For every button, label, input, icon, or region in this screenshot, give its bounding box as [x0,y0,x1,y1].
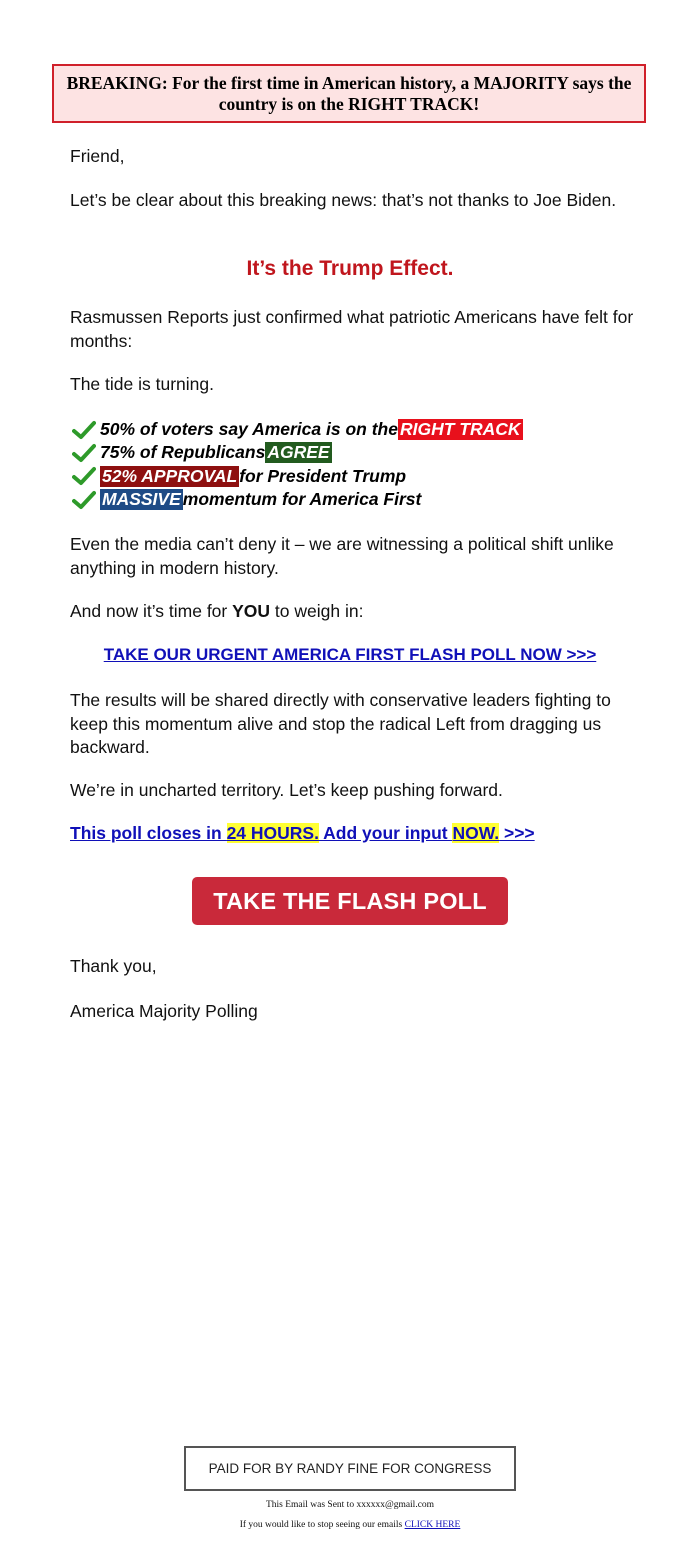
breaking-banner-text: BREAKING: For the first time in American history, a MAJORITY says the country is on the RIGHT TRACK! [66,72,632,114]
poll-link-container [0,645,700,665]
checkmark-icon [72,443,96,463]
checklist-text: 50% of voters say America is on the [100,419,398,440]
weigh-in-text-end: to weigh in: [270,601,364,621]
unsubscribe-link[interactable]: CLICK HERE [404,1520,461,1530]
thanks-text: Thank you, [70,956,157,976]
sent-to-notice: This Email was Sent to xxxxxx@gmail.com [265,1500,435,1510]
breaking-banner [52,64,646,123]
paragraph-biden: Let’s be clear about this breaking news: that’s not thanks to Joe Biden. [70,190,617,210]
checklist-item [72,418,523,441]
greeting: Friend, [70,146,125,166]
paragraph-uncharted: We’re in uncharted territory. Let’s keep pushing forward. [70,780,503,800]
checklist-highlight: 52% APPROVAL [102,465,238,486]
paragraph-rasmussen: Rasmussen Reports just confirmed what patriotic Americans have felt for months: [70,307,634,351]
poll-closes-line [70,823,535,844]
poll-closes-text: This poll closes in [70,823,227,843]
checklist-highlight: MASSIVE [102,489,181,510]
weigh-in-text: And now it’s time for [70,601,233,621]
checkmark-icon [72,490,96,510]
checklist-item [72,488,523,511]
unsubscribe-text: If you would like to stop seeing our emails [239,1520,405,1530]
paragraph-weigh-in [70,600,640,624]
checklist-highlight: RIGHT TRACK [399,419,521,440]
checklist-highlight: AGREE [267,442,330,463]
checkmark-icon [72,466,96,486]
checklist [72,418,523,511]
flash-poll-link[interactable]: TAKE OUR URGENT AMERICA FIRST FLASH POLL NOW >>> [103,645,597,664]
poll-closes-link[interactable] [70,823,535,843]
paid-for-text: PAID FOR BY RANDY FINE FOR CONGRESS [208,1461,492,1476]
poll-closes-text-2: Add your input [318,823,453,843]
checklist-text: momentum for America First [182,489,422,510]
poll-closes-now: NOW. [452,823,500,843]
unsubscribe-line [0,1520,700,1530]
checkmark-icon [72,420,96,440]
trump-effect-headline: It’s the Trump Effect. [246,257,454,280]
poll-closes-hours: 24 HOURS. [226,823,319,843]
paragraph-results: The results will be shared directly with conservative leaders fighting to keep this momentum alive and stop the radical Left from dragging us backward. [70,690,611,757]
checklist-text: 75% of Republicans [100,442,266,463]
paid-for-disclaimer [184,1446,516,1491]
poll-closes-arrows: >>> [499,823,535,843]
checklist-item [72,465,523,488]
paragraph-tide: The tide is turning. [70,374,214,394]
checklist-text: for President Trump [239,465,407,486]
checklist-item [72,441,523,464]
signature: America Majority Polling [70,1001,258,1021]
weigh-in-you: YOU [232,601,271,621]
take-flash-poll-button[interactable]: TAKE THE FLASH POLL [192,877,508,925]
paragraph-media: Even the media can’t deny it – we are witnessing a political shift unlike anything in modern history. [70,534,614,578]
